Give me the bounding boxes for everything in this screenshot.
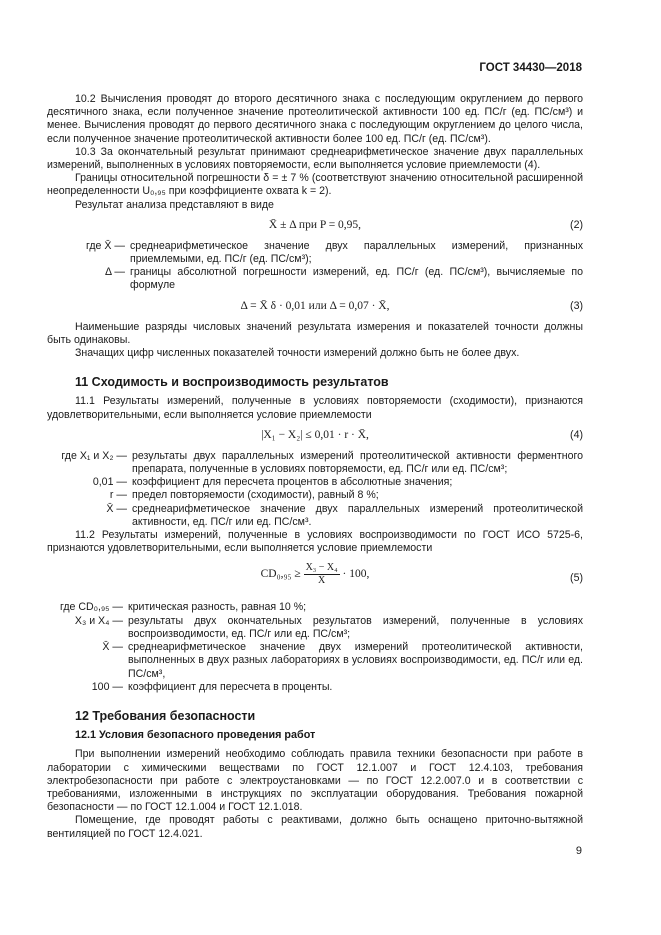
formula-2-number: (2) [570,218,583,231]
definition-text: границы абсолютной погрешности измерений, ед. ПС/г (ед. ПС/см³), вычисляемые по формуле [130,266,583,292]
definition-symbol: X₃ и X₄ — [74,614,123,627]
definition-symbol: Δ — [104,266,125,279]
definition-delta [47,266,583,292]
formula-3-number: (3) [570,299,583,312]
formula-4-number: (4) [570,428,583,441]
section-12-1-heading: 12.1 Условия безопасного проведения работ [75,729,316,742]
definition-symbol: где CD₀,₉₅ — [59,601,123,614]
section-11-heading: 11 Сходимость и воспроизводимость результатов [75,375,389,390]
definition-symbol: X̄ — [106,502,127,515]
formula-2 [47,216,583,236]
formula-2-expression: X̄ ± Δ при P = 0,95, [268,218,362,231]
definition-100 [47,681,583,694]
definition-text: среднеарифметическое значение двух параллельных измерений протеолитической активности, ед. ПС/г или ед. ПС/см³. [132,502,583,528]
definition-symbol: X̄ — [102,641,123,654]
formula-3-expression: Δ = X̄ δ · 0,01 или Δ = 0,07 · X̄, [240,299,390,312]
definition-mean [47,240,583,266]
definition-mean-3 [47,641,583,681]
definition-coefficient [47,476,583,489]
definition-text: результаты двух окончательных результатов измерений, полученные в условиях воспроизводимости, ед. ПС/г или ед. ПС/см³; [128,614,583,640]
formula-5-numerator: X₃ − X₄ [305,562,338,574]
formula-5-expression [47,562,583,587]
formula-5 [47,559,583,597]
definition-x3-x4 [47,615,583,641]
formula-5-number: (5) [570,572,583,585]
definition-symbol: 0,01 — [92,476,127,489]
formula-5-rhs: · 100, [342,568,370,581]
definition-text: коэффициент для пересчета процентов в абсолютные значения; [132,476,453,489]
paragraph-12-ventilation: Помещение, где проводят работы с реактивами, должно быть оснащено приточно-вытяжной вентиляцией по ГОСТ 12.4.021. [47,814,583,840]
definition-text: результаты двух параллельных измерений протеолитической активности ферментного препарата, полученные в условиях повторяемости, ед. ПС/г или ед. ПС/см³; [132,449,583,476]
definition-text: критическая разность, равная 10 %; [128,601,307,614]
paragraph-10-3: 10.3 За окончательный результат принимают среднеарифметическое значение двух параллельных измерений, выполненных в условиях повторяемости, если выполняется условие приемлемости (4). [47,145,583,172]
definition-text: среднеарифметическое значение двух параллельных измерений, признанных приемлемыми, ед. ПС/г (ед. ПС/см³); [130,239,583,266]
definition-text: среднеарифметическое значение двух измерений протеолитической активности, выполненных в двух разных лабораториях в условиях воспроизводимости, ед. ПС/г или ед. ПС/см³, [128,641,583,680]
definition-symbol: где X₁ и X₂ — [61,449,127,462]
formula-4 [47,426,583,446]
definition-text: предел повторяемости (сходимости), равный 8 %; [132,489,379,502]
formula-5-lhs: CD₀,₉₅ ≥ [260,568,301,581]
document-body [47,93,583,841]
paragraph-error-bounds: Границы относительной погрешности δ = ± 7 % (соответствуют значению относительной расширенной неопределенности U₀,₉₅ при коэффициенте охвата k = 2). [47,172,583,198]
definition-text: коэффициент для пересчета в проценты. [128,680,333,693]
definition-cd [47,601,583,614]
paragraph-11-2: 11.2 Результаты измерений, полученные в условиях воспроизводимости по ГОСТ ИСО 5725-6, признаются удовлетворительными, если выполняется условие приемлемости [47,529,583,555]
paragraph-11-1: 11.1 Результаты измерений, полученные в условиях повторяемости (сходимости), признаются удовлетворительными, если выполняется условие приемлемости [47,395,583,421]
paragraph-digits-1: Наименьшие разряды числовых значений результата измерения и показателей точности должны быть одинаковы. [47,320,583,346]
document-code-header: ГОСТ 34430—2018 [479,62,582,74]
paragraph-result-form: Результат анализа представляют в виде [75,198,274,211]
paragraph-10-2: 10.2 Вычисления проводят до второго десятичного знака с последующим округлением до первого десятичного знака, если полученное значение протеолитической активности 100 ед. ПС/г (ед. ПС/см³) и менее. Вычисления проводят до первого десятичного знака с последующим округлением до целого числа, если полученное значение протеолитической активности более 100 ед. ПС/г (ед. ПС/см³). [47,93,583,145]
paragraph-digits-2: Значащих цифр численных показателей точности измерений должно быть не более двух. [75,347,520,360]
definition-symbol: r — [109,489,127,502]
formula-3 [47,297,583,317]
formula-5-denominator: X̄ [317,575,326,587]
page-number: 9 [575,845,582,857]
paragraph-12-safety: При выполнении измерений необходимо соблюдать правила техники безопасности при работе в лаборатории с химическими веществами по ГОСТ 12.1.007 и ГОСТ 12.4.103, требования электробезопасности при работе с электроустановками — по ГОСТ 12.2.007.0 и в соответствии с требованиями, изложенными в инструкциях по эксплуатации оборудования. Требования пожарной безопасности — по ГОСТ 12.1.004 и ГОСТ 12.1.018. [47,748,583,814]
formula-5-fraction [304,562,340,587]
formula-4-expression: |X₁ − X₂| ≤ 0,01 · r · X̄, [261,428,369,441]
section-12-heading: 12 Требования безопасности [75,708,256,723]
definition-mean-2 [47,503,583,529]
definition-r [47,489,583,502]
definition-symbol: где X̄ — [85,239,125,252]
definition-x1-x2 [47,450,583,476]
definition-symbol: 100 — [91,680,123,693]
